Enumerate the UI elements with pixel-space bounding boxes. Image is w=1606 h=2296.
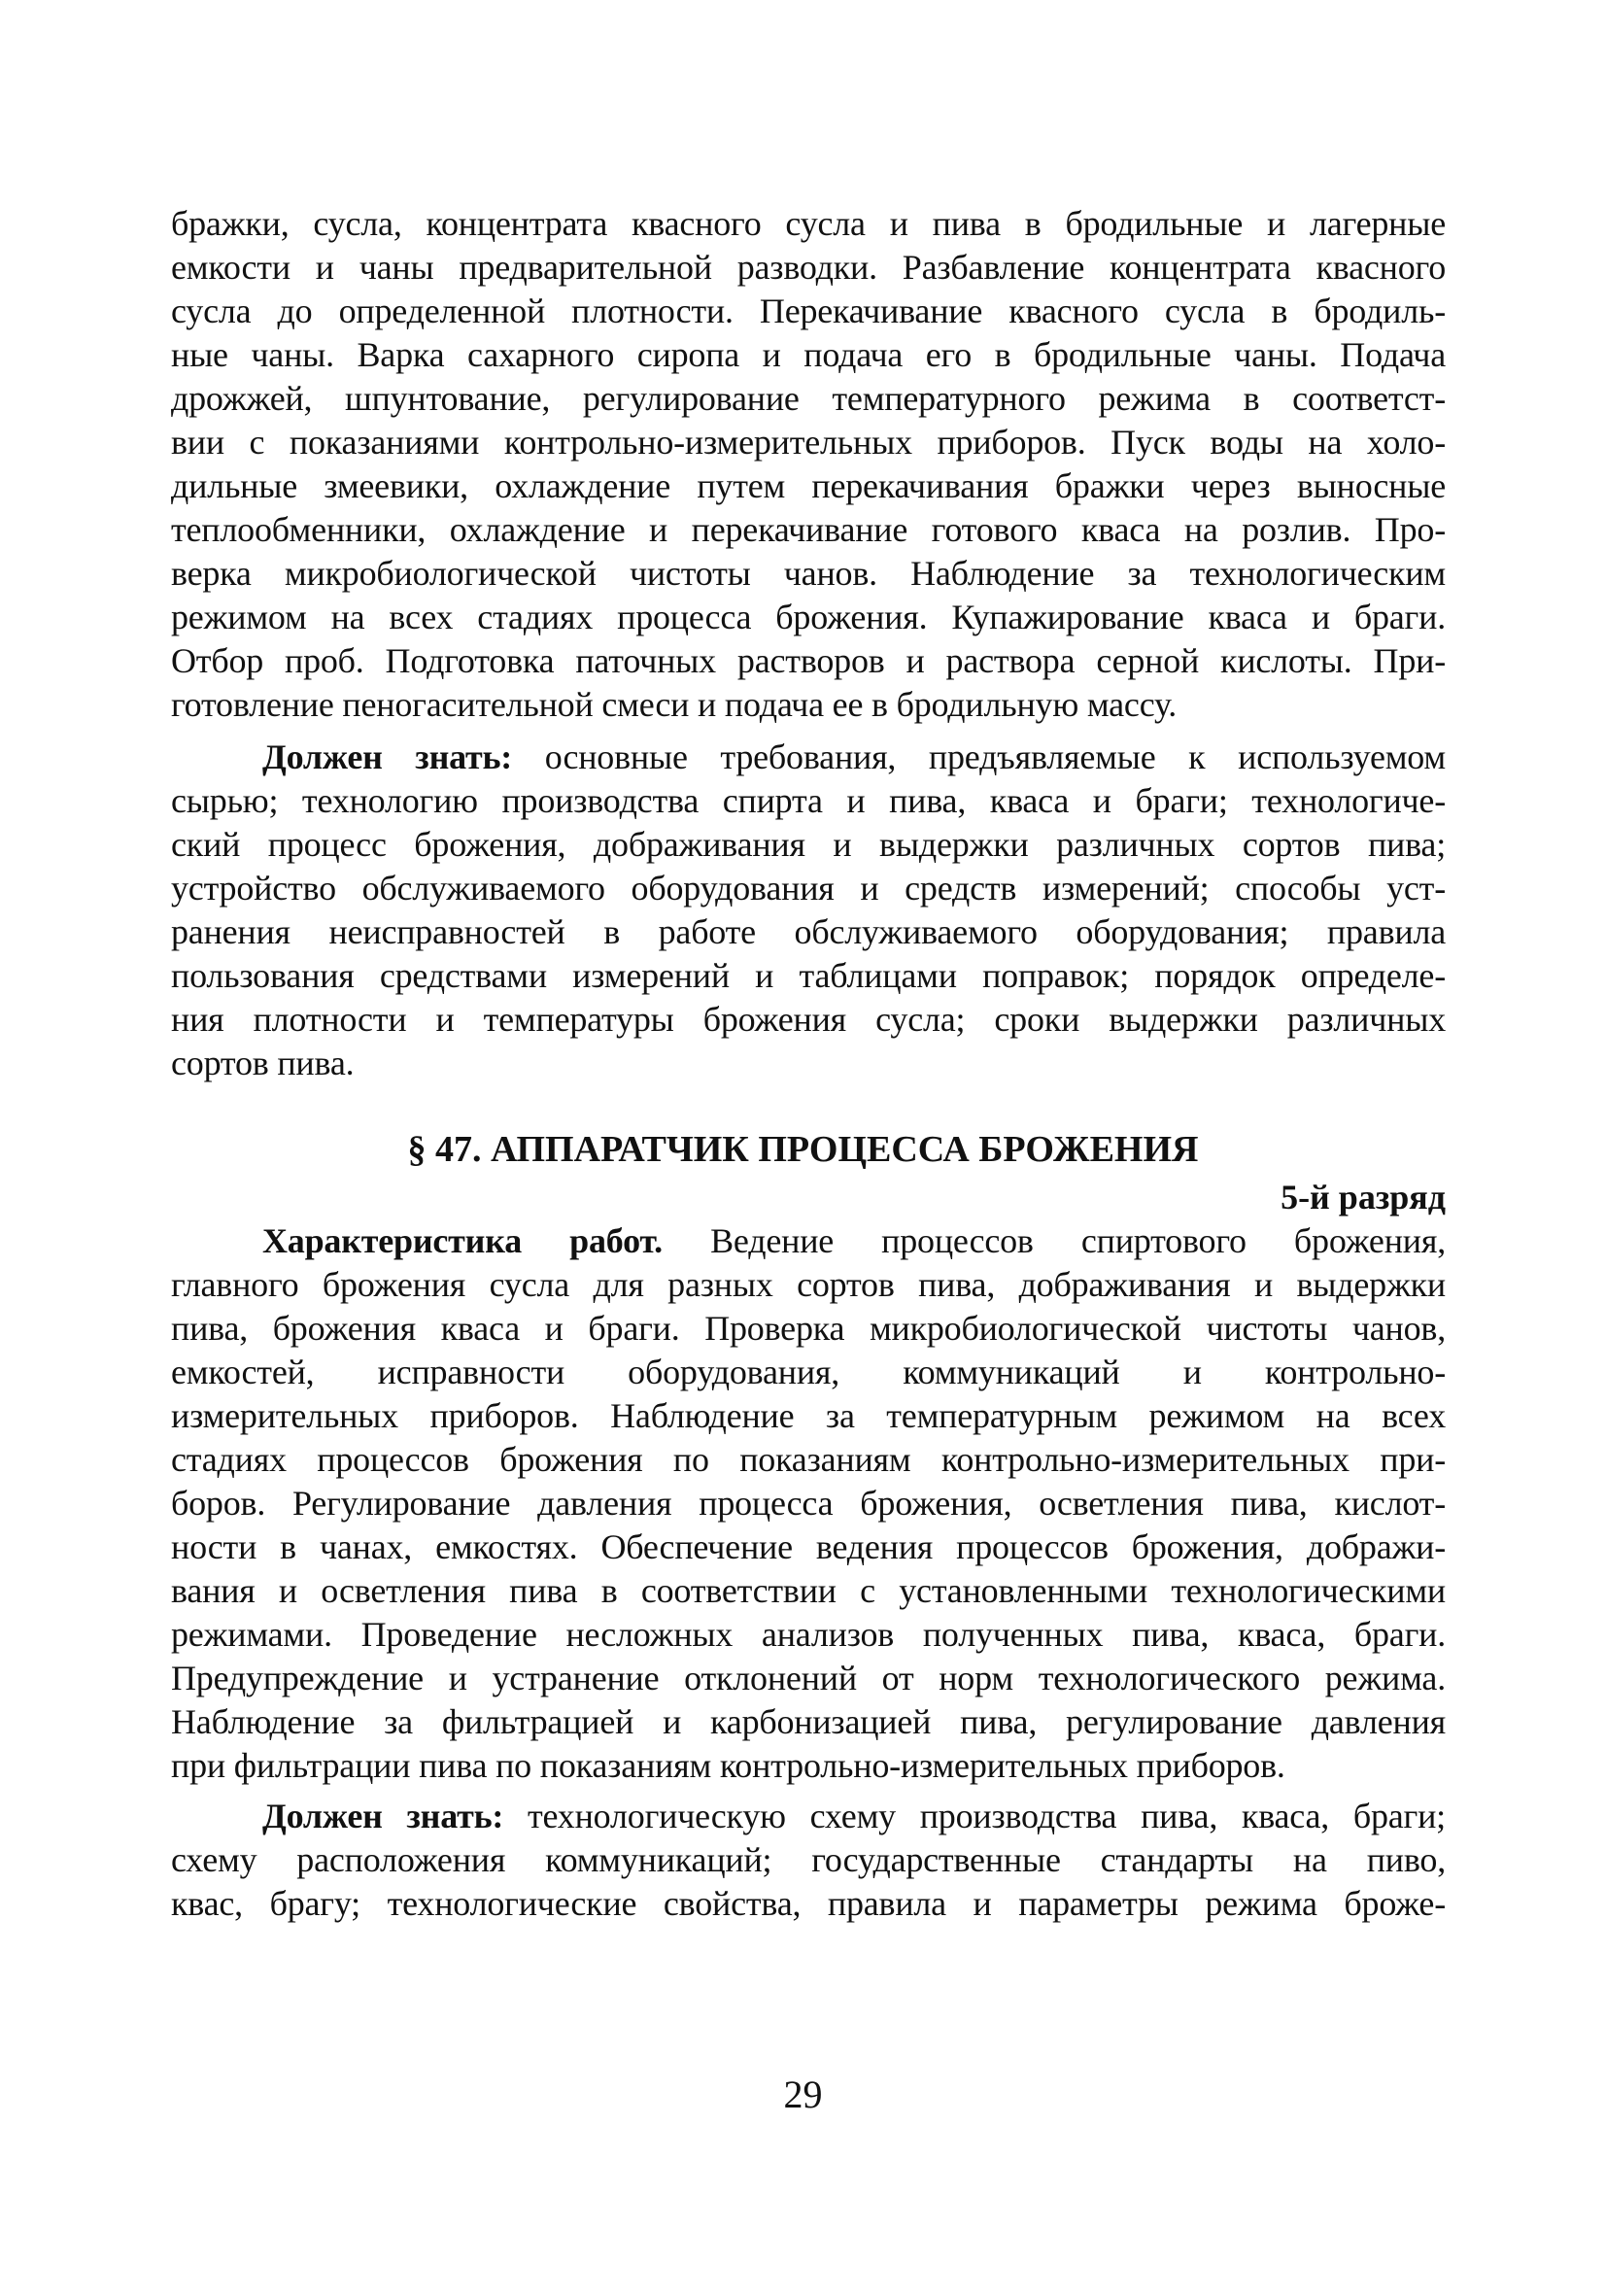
text-line: сортов пива. [171,1044,355,1082]
text-line: схему расположения коммуникаций; государственные стандарты на пиво, [171,1840,1446,1879]
text-line: теплообменники, охлаждение и перекачивание готового кваса на розлив. Про- [171,510,1446,549]
text-line: вии с показаниями контрольно-измерительных приборов. Пуск воды на холо- [171,423,1446,462]
text-line: емкости и чаны предварительной разводки. Разбавление концентрата квасного [171,248,1446,287]
paragraph-lead: Характеристика работ. [262,1221,663,1260]
text-line: Наблюдение за фильтрацией и карбонизацией пива, регулирование давления [171,1702,1446,1741]
text-line: пива, брожения кваса и браги. Проверка микробиологической чистоты чанов, [171,1309,1446,1348]
text-run: основные требования, предъявляемые к используемом [512,737,1446,776]
text-line: ные чаны. Варка сахарного сиропа и подача его в бродильные чаны. Подача [171,335,1446,374]
text-line: емкостей, исправности оборудования, коммуникаций и контрольно- [171,1353,1446,1391]
text-line: режимом на всех стадиях процесса брожения. Купажирование кваса и браги. [171,598,1446,636]
text-line: дрожжей, шпунтование, регулирование температурного режима в соответст- [171,379,1446,418]
paragraph-must-know-4 [171,736,1446,1085]
text-line: ния плотности и температуры брожения сусла; сроки выдержки различных [171,1000,1446,1039]
text-line: пользования средствами измерений и таблицами поправок; порядок определе- [171,956,1446,995]
text-line [171,736,1446,779]
grade-label: 5-й разряд [1281,1178,1446,1217]
text-line: бражки, сусла, концентрата квасного сусла и пива в бродильные и лагерные [171,204,1446,243]
paragraph-work-characteristics [171,1219,1446,1788]
text-line: вания и осветления пива в соответствии с установленными технологическими [171,1571,1446,1610]
text-line: сырью; технологию производства спирта и пива, кваса и браги; технологиче- [171,781,1446,820]
text-line: режимами. Проведение несложных анализов полученных пива, кваса, браги. [171,1615,1446,1654]
text-line [171,1219,1446,1263]
text-run: Ведение процессов спиртового брожения, [662,1221,1447,1260]
text-line: боров. Регулирование давления процесса брожения, осветления пива, кислот- [171,1484,1446,1523]
text-line [171,1795,1446,1838]
text-line: измерительных приборов. Наблюдение за температурным режимом на всех [171,1396,1446,1435]
text-run: технологическую схему производства пива, кваса, браги; [503,1797,1446,1835]
text-line: сусла до определенной плотности. Перекачивание квасного сусла в бродиль- [171,291,1446,330]
text-line: дильные змеевики, охлаждение путем перекачивания бражки через выносные [171,466,1446,505]
text-line: главного брожения сусла для разных сортов пива, дображивания и выдержки [171,1265,1446,1304]
section-heading: § 47. АППАРАТЧИК ПРОЦЕССА БРОЖЕНИЯ [407,1129,1199,1170]
paragraph-duties-continuation [171,202,1446,727]
paragraph-lead: Должен знать: [262,737,513,776]
text-line: стадиях процессов брожения по показаниям контрольно-измерительных при- [171,1440,1446,1479]
paragraph-must-know-5 [171,1795,1446,1926]
page-number: 29 [783,2073,823,2116]
text-line: ранения неисправностей в работе обслуживаемого оборудования; правила [171,912,1446,951]
text-line: ский процесс брожения, дображивания и выдержки различных сортов пива; [171,825,1446,864]
text-line: устройство обслуживаемого оборудования и средств измерений; способы уст- [171,869,1446,908]
text-line: готовление пеногасительной смеси и подача ее в бродильную массу. [171,685,1178,724]
paragraph-lead: Должен знать: [262,1797,504,1835]
text-line: ности в чанах, емкостях. Обеспечение ведения процессов брожения, дображи- [171,1527,1446,1566]
text-line: Предупреждение и устранение отклонений от норм технологического режима. [171,1659,1446,1697]
text-line: Отбор проб. Подготовка паточных растворов и раствора серной кислоты. При- [171,641,1446,680]
text-line: верка микробиологической чистоты чанов. Наблюдение за технологическим [171,554,1446,593]
text-line: квас, брагу; технологические свойства, правила и параметры режима броже- [171,1884,1446,1923]
text-line: при фильтрации пива по показаниям контрольно-измерительных приборов. [171,1746,1285,1785]
